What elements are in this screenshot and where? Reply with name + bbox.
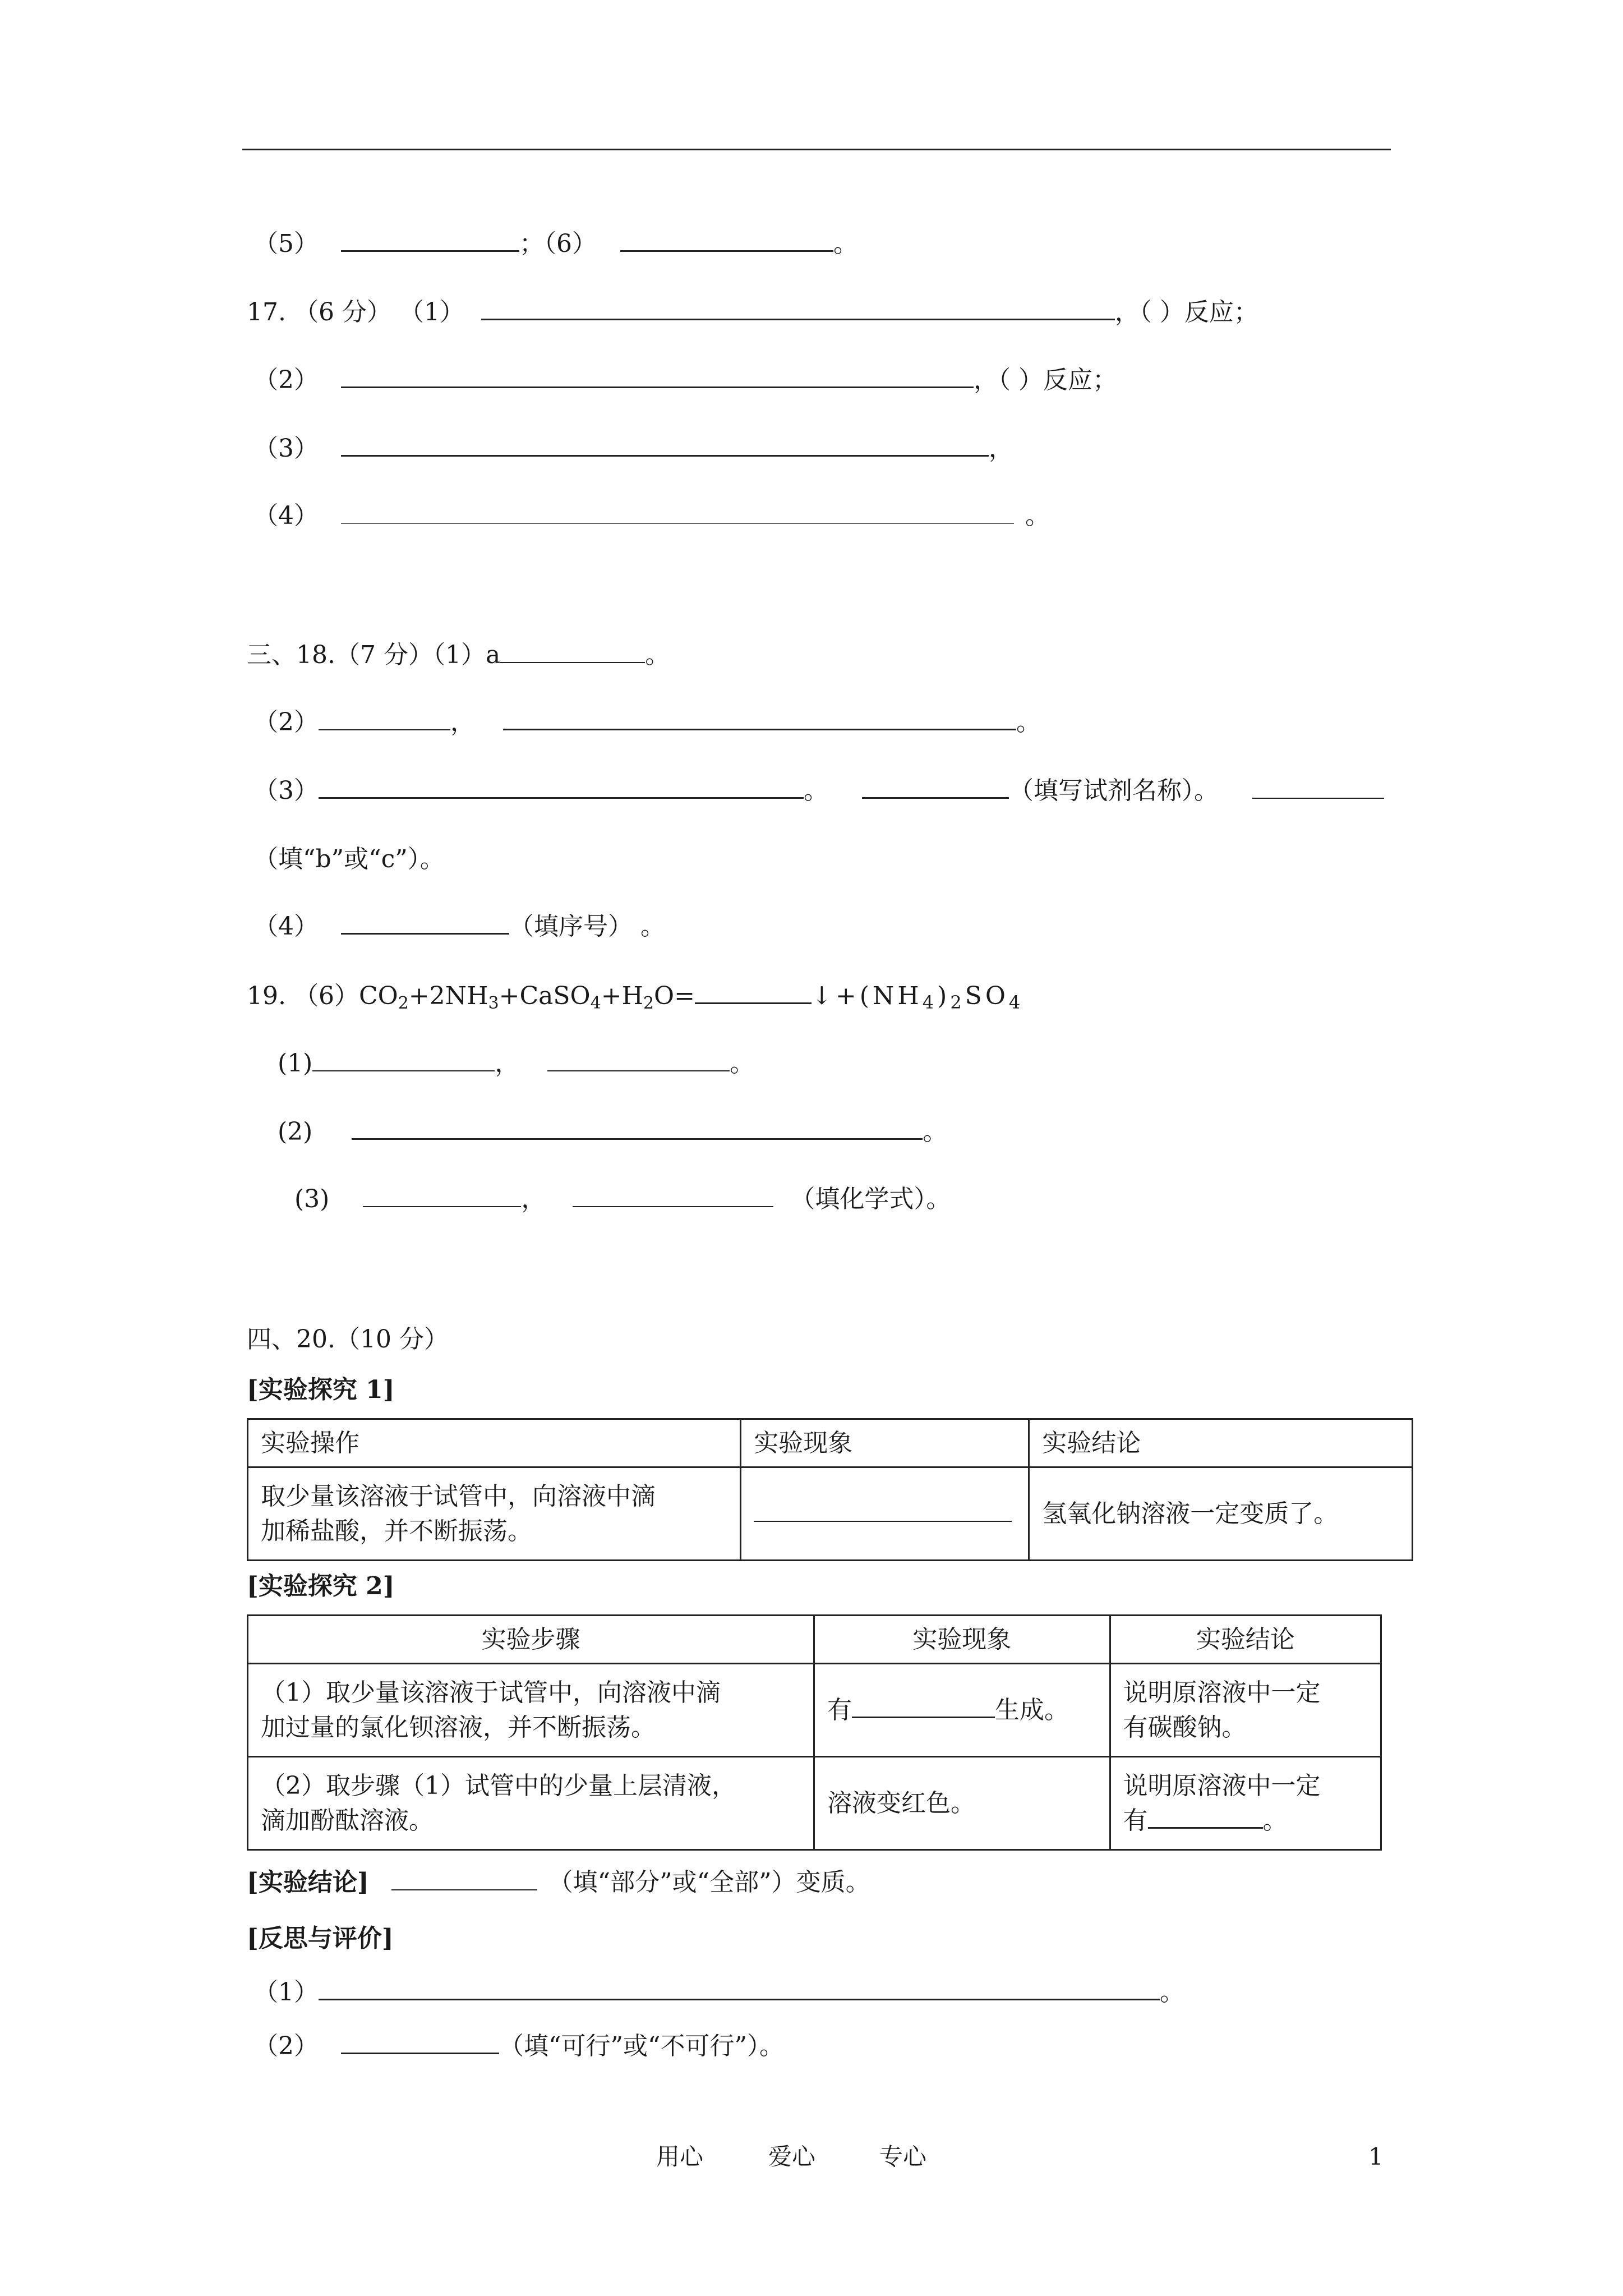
footer-motto-3: 专心 [879, 2143, 927, 2170]
q17-blank-4[interactable] [341, 500, 1014, 524]
q18-blank-2b[interactable] [503, 706, 1016, 730]
q17-blank-1[interactable] [481, 296, 1115, 320]
experiment-conclusion-blank[interactable] [391, 1867, 537, 1890]
table2-row1-step: （1）取少量该溶液于试管中，向溶液中滴 加过量的氯化钡溶液，并不断振荡。 [248, 1664, 814, 1757]
q18-line-4: （4） （填序号） 。 [253, 910, 665, 944]
q18-line-1: 三、18.（7 分）（1）a 。 [247, 641, 670, 669]
q17-line-1: 17. （6 分） （1） ，（ ）反应； [247, 296, 1258, 329]
q19-blank-3b[interactable] [573, 1184, 773, 1207]
q17-blank-3[interactable] [341, 432, 989, 457]
q17-blank-2[interactable] [341, 364, 974, 388]
table1-phenomenon-cell [741, 1467, 1029, 1561]
q20-heading: 四、20.（10 分） [247, 1325, 449, 1354]
table2-row1-blank[interactable] [852, 1694, 995, 1718]
table1-phenomenon-blank[interactable] [754, 1498, 1012, 1522]
table2-header-step: 实验步骤 [248, 1616, 814, 1664]
reflection-line-2: （2） （填“可行”或“不可行”）。 [253, 2030, 784, 2063]
footer-motto-1: 用心 [656, 2143, 704, 2170]
q19-product-blank[interactable] [695, 980, 811, 1004]
table1-header-row [248, 1419, 1413, 1467]
reflection-blank-1[interactable] [319, 1976, 1160, 2000]
q18-line-3: （3） 。 （填写试剂名称）。 [253, 774, 1384, 808]
q17-line-4: （4） 。 [253, 501, 1050, 530]
q19-blank-1a[interactable] [312, 1048, 495, 1071]
q18-blank-a[interactable] [500, 639, 645, 663]
q19-line-1: (1) ， 。 [278, 1049, 755, 1078]
q18-line-3b: （填“b”或“c”）。 [253, 845, 445, 873]
q19-equation-line: 19. $(6)CO_2+2NH_3+CaSO_4+H_2O=$ $↓+(NH_4)_2SO_4$ [247, 979, 1023, 1020]
reflection-label: [反思与评价] [247, 1924, 394, 1953]
q19-line-3: (3) ， （填化学式）。 [294, 1185, 951, 1213]
table2-header-row [248, 1616, 1381, 1664]
table2-row2-conclusion: 说明原溶液中一定 有 。 [1110, 1757, 1381, 1850]
footer-motto-2: 爱心 [768, 2143, 816, 2170]
header-rule [242, 149, 1391, 150]
q19-blank-2[interactable] [352, 1116, 923, 1140]
reflection-blank-2[interactable] [341, 2030, 499, 2054]
table2-row2-phenomenon: 溶液变红色。 [814, 1757, 1110, 1850]
table2-row2-step: （2）取步骤（1）试管中的少量上层清液， 滴加酚酞溶液。 [248, 1757, 814, 1850]
experiment-2-table [247, 1614, 1382, 1851]
q18-blank-4[interactable] [341, 910, 509, 935]
table2-row1-conclusion: 说明原溶液中一定 有碳酸钠。 [1110, 1664, 1381, 1757]
table1-conclusion-cell: 氢氧化钠溶液一定变质了。 [1029, 1467, 1413, 1561]
q19-blank-3a[interactable] [363, 1184, 521, 1207]
table2-row-2 [248, 1757, 1381, 1850]
blank-5[interactable] [341, 228, 519, 252]
answer-line-5-6: （5） ；（6） 。 [253, 227, 858, 261]
table1-operation-cell: 取少量该溶液于试管中，向溶液中滴 加稀盐酸，并不断振荡。 [248, 1467, 741, 1561]
table1-header-conclusion: 实验结论 [1029, 1419, 1413, 1467]
q18-line-2: （2） ， 。 [253, 706, 1041, 739]
q18-blank-3a[interactable] [319, 775, 804, 799]
q18-blank-3c[interactable] [1252, 775, 1384, 799]
table2-header-phenomenon: 实验现象 [814, 1616, 1110, 1664]
table1-header-phenomenon: 实验现象 [741, 1419, 1029, 1467]
table2-row-1 [248, 1664, 1381, 1757]
table1-row [248, 1467, 1413, 1561]
experiment-1-label: [实验探究 1] [247, 1375, 395, 1404]
blank-6[interactable] [620, 228, 833, 252]
table2-row1-phenomenon: 有 生成。 [814, 1664, 1110, 1757]
reflection-line-1: （1） 。 [253, 1976, 1184, 2009]
q19-blank-1b[interactable] [547, 1048, 730, 1071]
page-number: 1 [1368, 2143, 1384, 2170]
table1-header-operation: 实验操作 [248, 1419, 741, 1467]
table2-row2-blank[interactable] [1148, 1805, 1263, 1829]
q18-blank-3b[interactable] [862, 775, 1009, 799]
table2-header-conclusion: 实验结论 [1110, 1616, 1381, 1664]
q18-blank-2a[interactable] [319, 707, 450, 730]
experiment-1-table [247, 1418, 1413, 1561]
q17-line-3: （3） ， [253, 432, 1013, 466]
q19-line-2: (2) 。 [278, 1115, 947, 1149]
experiment-2-label: [实验探究 2] [247, 1572, 395, 1600]
experiment-conclusion-line: [实验结论] （填“部分”或“全部”）变质。 [247, 1868, 870, 1897]
q17-line-2: （2） ，（ ）反应； [253, 364, 1117, 397]
